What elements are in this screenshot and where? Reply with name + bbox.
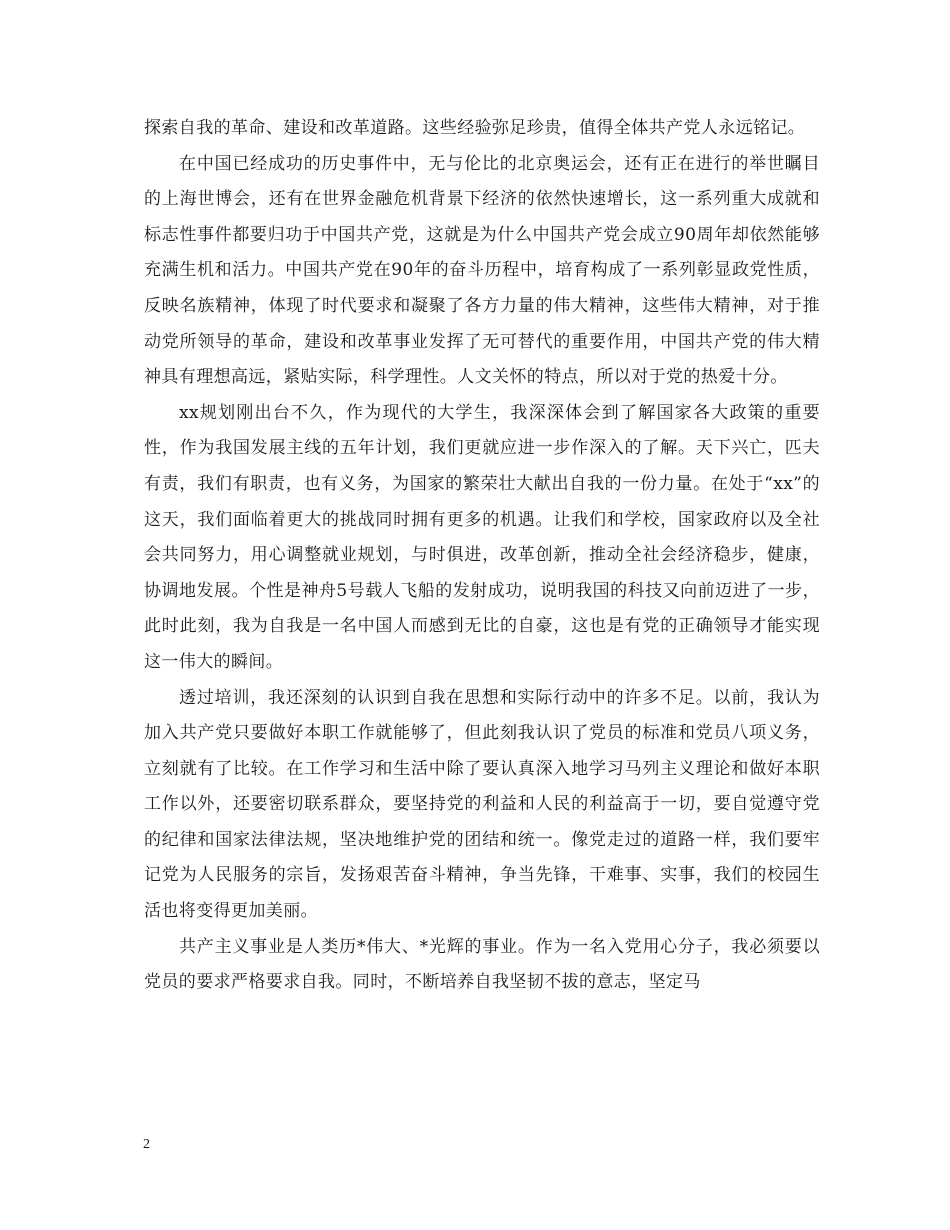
paragraph-continued: 探索自我的革命、建设和改革道路。这些经验弥足珍贵，值得全体共产党人永远铭记。: [144, 118, 806, 138]
paragraph: 在中国已经成功的历史事件中，无与伦比的北京奥运会，还有正在进行的举世瞩目的上海世博会，还有在世界金融危机背景下经济的依然快速增长，这一系列重大成就和标志性事件都要归功于中国共产党，这就是为什么中国共产党会成立90周年却依然能够充满生机和活力。中国共产党在90年的奋斗历程中，培育构成了一系列彰显政党性质，反映名族精神，体现了时代要求和凝聚了各方力量的伟大精神，这些伟大精神，对于推动党所领导的革命，建设和改革事业发挥了无可替代的重要作用，中国共产党的伟大精神具有理想高远，紧贴实际，科学理性。人文关怀的特点，所以对于党的热爱十分。: [144, 153, 820, 388]
paragraph: 共产主义事业是人类历*伟大、*光辉的事业。作为一名入党用心分子，我必须要以党员的要求严格要求自我。同时，不断培养自我坚韧不拔的意志，坚定马: [144, 936, 820, 993]
body-text: [144, 111, 820, 1001]
paragraph: 透过培训，我还深刻的认识到自我在思想和实际行动中的许多不足。以前，我认为加入共产党只要做好本职工作就能够了，但此刻我认识了党员的标准和党员八项义务，立刻就有了比较。在工作学习和生活中除了要认真深入地学习马列主义理论和做好本职工作以外，还要密切联系群众，要坚持党的利益和人民的利益高于一切，要自觉遵守党的纪律和国家法律法规，坚决地维护党的团结和统一。像党走过的道路一样，我们要牢记党为人民服务的宗旨，发扬艰苦奋斗精神，争当先锋，干难事、实事，我们的校园生活也将变得更加美丽。: [144, 687, 820, 922]
paragraph: xx规划刚出台不久，作为现代的大学生，我深深体会到了解国家各大政策的重要性，作为我国发展主线的五年计划，我们更就应进一步作深入的了解。天下兴亡，匹夫有责，我们有职责，也有义务，为国家的繁荣壮大献出自我的一份力量。在处于“xx”的这天，我们面临着更大的挑战同时拥有更多的机遇。让我们和学校，国家政府以及全社会共同努力，用心调整就业规划，与时俱进，改革创新，推动全社会经济稳步，健康，协调地发展。个性是神舟5号载人飞船的发射成功，说明我国的科技又向前迈进了一步，此时此刻，我为自我是一名中国人而感到无比的自豪，这也是有党的正确领导才能实现这一伟大的瞬间。: [144, 402, 820, 672]
page-number: 2: [143, 1137, 150, 1152]
